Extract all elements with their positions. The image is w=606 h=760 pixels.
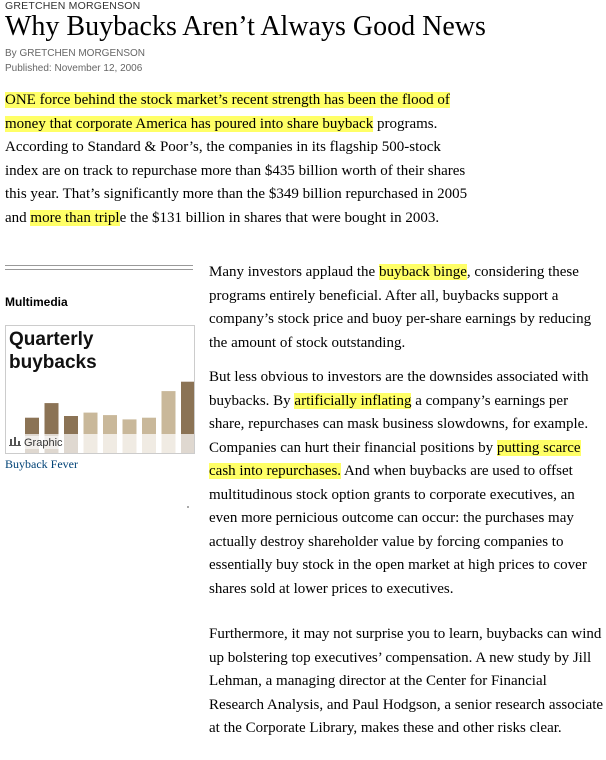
bar-reflection-8 <box>162 434 176 453</box>
highlight: more than tripl <box>30 209 120 226</box>
graphic-tag-label: Graphic <box>24 436 63 449</box>
sidebar-divider <box>5 265 193 270</box>
text: But less obvious to investors are the downsides associated with buybacks. By <box>209 369 589 409</box>
bar-7 <box>142 418 156 434</box>
bar-3 <box>64 416 78 434</box>
paragraph-3 <box>209 366 604 601</box>
text: , considering these programs entirely beneficial. After all, buybacks support a company’s stock price and buoy per-share earnings by reducing the amount of stock outstanding. <box>209 264 592 351</box>
paragraph-4 <box>209 623 604 741</box>
byline: By GRETCHEN MORGENSON <box>5 48 146 59</box>
bar-1 <box>25 418 39 434</box>
published-date: Published: November 12, 2006 <box>5 63 143 74</box>
highlight: buyback binge <box>378 264 467 280</box>
bar-5 <box>103 415 117 434</box>
bar-reflection-7 <box>142 434 156 453</box>
kicker: GRETCHEN MORGENSON <box>5 0 141 12</box>
graphic-thumbnail[interactable] <box>5 325 195 454</box>
multimedia-heading: Multimedia <box>5 295 68 309</box>
bar-reflection-5 <box>103 434 117 453</box>
text: And when buybacks are used to offset multitudinous stock option grants to corporate executives, an even more pernicious outcome can occur: the purchases may actually destroy shareholder value by forcing companies to essentially buy stock in the open market at high prices to cover shares sold at lower prices to executives. <box>209 463 587 597</box>
bar-9 <box>181 382 194 434</box>
text: programs. According to Standard & Poor’s, the companies in its flagship 500-stock index are on track to repurchase more than $435 billion worth of their shares this year. That’s significantly more than the $349 billion repurchased in 2005 and <box>5 115 468 226</box>
page-title: Why Buybacks Aren’t Always Good News <box>5 11 486 42</box>
bar-8 <box>162 391 176 434</box>
paragraph-1 <box>5 89 475 230</box>
text: Furthermore, it may not surprise you to learn, buybacks can wind up bolstering top executives’ compensation. A new study by Jill Lehman, a managing director at the Center for Financial Research Analysis, and Paul Hodgson, a senior research associate at the Corporate Library, makes these and other risks clear. <box>209 626 604 736</box>
text: Many investors applaud the <box>209 264 379 280</box>
bar-reflection-4 <box>84 434 98 453</box>
text: e the $131 billion in shares that were bought in 2003. <box>119 209 440 226</box>
bar-4 <box>84 413 98 434</box>
divider-dot <box>187 506 189 508</box>
highlight: artificially inflating <box>294 392 412 409</box>
bar-reflection-6 <box>123 434 137 453</box>
bar-2 <box>45 403 59 434</box>
text: a company’s earnings per share, repurchases can mask business slowdowns, for example. Companies can hurt their financial positions by <box>209 392 589 456</box>
paragraph-2 <box>209 261 604 355</box>
graphic-title: Quarterly buybacks <box>9 329 97 373</box>
highlight: ONE force behind the stock market’s recent strength has been the flood of money that corporate America has poured into share buyback <box>5 92 450 132</box>
bar-reflection-3 <box>64 434 78 453</box>
bar-chart-icon <box>9 436 21 449</box>
highlight: putting scarce cash into repurchases. <box>209 439 581 479</box>
buyback-fever-link[interactable]: Buyback Fever <box>5 457 78 471</box>
bar-reflection-9 <box>181 434 194 453</box>
bar-6 <box>123 419 137 434</box>
graphic-tag <box>9 436 63 449</box>
